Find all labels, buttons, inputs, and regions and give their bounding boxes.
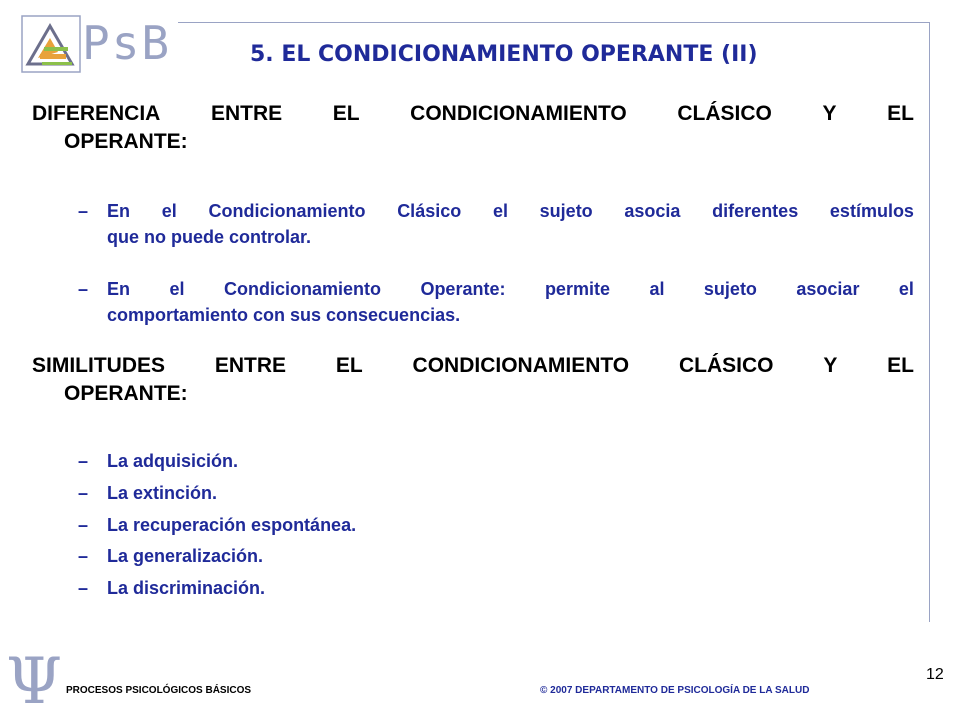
- psi-symbol-icon: Ψ: [6, 645, 63, 719]
- item-text: La generalización.: [107, 546, 264, 566]
- logo-text: PsB: [82, 16, 172, 70]
- page-number: 12: [926, 666, 944, 683]
- right-border-line: [929, 22, 930, 622]
- top-border-line: [178, 22, 930, 23]
- bullet-word: el: [898, 279, 914, 299]
- similarity-item: [78, 512, 356, 538]
- item-dash: –: [78, 578, 89, 598]
- bullet-line1: [107, 198, 914, 224]
- similarity-item: [78, 448, 238, 474]
- heading-word: EL: [332, 102, 360, 125]
- bullet-line2: comportamiento con sus consecuencias.: [107, 305, 461, 325]
- heading-word: Y: [822, 102, 837, 125]
- heading-word: CLÁSICO: [677, 102, 772, 125]
- item-dash: –: [78, 451, 89, 471]
- heading-word: DIFERENCIA: [32, 102, 161, 125]
- heading-word: EL: [887, 354, 914, 377]
- bullet-line1: [107, 276, 914, 302]
- item-text: La discriminación.: [107, 578, 266, 598]
- difference-bullet: [78, 198, 914, 250]
- heading-word: SIMILITUDES: [32, 354, 166, 377]
- bullet-word: diferentes: [712, 201, 799, 221]
- bullet-word: En: [107, 279, 131, 299]
- bullet-word: asociar: [796, 279, 860, 299]
- bullet-word: permite: [544, 279, 610, 299]
- heading-word: ENTRE: [214, 354, 287, 377]
- difference-bullet: [78, 276, 914, 328]
- similarity-item: [78, 543, 263, 569]
- item-text: La adquisición.: [107, 451, 239, 471]
- bullet-word: Operante:: [420, 279, 506, 299]
- similarity-item: [78, 575, 265, 601]
- footer-copyright: © 2007 DEPARTAMENTO DE PSICOLOGÍA DE LA SALUD: [540, 685, 810, 696]
- similarities-heading-line2: OPERANTE:: [64, 382, 188, 405]
- heading-word: EL: [887, 102, 914, 125]
- bullet-word: sujeto: [703, 279, 757, 299]
- similarities-heading: [32, 352, 914, 408]
- item-dash: –: [78, 515, 89, 535]
- difference-heading-line1: [32, 100, 914, 128]
- bullet-word: el: [161, 201, 177, 221]
- bullet-word: estímulos: [829, 201, 914, 221]
- item-dash: –: [78, 546, 89, 566]
- bullet-word: Clásico: [397, 201, 462, 221]
- item-dash: –: [78, 483, 89, 503]
- heading-word: ENTRE: [210, 102, 283, 125]
- bullet-word: En: [107, 201, 131, 221]
- bullet-word: Condicionamiento: [208, 201, 366, 221]
- bullet-line2: que no puede controlar.: [107, 227, 312, 247]
- bullet-dash: –: [78, 201, 89, 221]
- psb-logo: [20, 14, 82, 79]
- heading-word: CONDICIONAMIENTO: [410, 102, 627, 125]
- slide-title: 5. EL CONDICIONAMIENTO OPERANTE (II): [250, 42, 758, 67]
- bullet-word: asocia: [624, 201, 681, 221]
- bullet-dash: –: [78, 279, 89, 299]
- heading-word: CONDICIONAMIENTO: [412, 354, 630, 377]
- bullet-word: el: [169, 279, 185, 299]
- heading-word: EL: [335, 354, 363, 377]
- bullet-word: Condicionamiento: [223, 279, 381, 299]
- similarities-heading-line1: [32, 352, 914, 380]
- heading-word: CLÁSICO: [678, 354, 774, 377]
- logo-emblem-icon: [20, 14, 82, 74]
- bullet-word: al: [649, 279, 665, 299]
- bullet-word: el: [492, 201, 508, 221]
- bullet-word: sujeto: [539, 201, 593, 221]
- difference-heading: [32, 100, 914, 156]
- item-text: La recuperación espontánea.: [107, 515, 357, 535]
- similarity-item: [78, 480, 217, 506]
- heading-word: Y: [823, 354, 838, 377]
- difference-heading-line2: OPERANTE:: [64, 130, 188, 153]
- footer-course-name: PROCESOS PSICOLÓGICOS BÁSICOS: [66, 685, 252, 696]
- item-text: La extinción.: [107, 483, 218, 503]
